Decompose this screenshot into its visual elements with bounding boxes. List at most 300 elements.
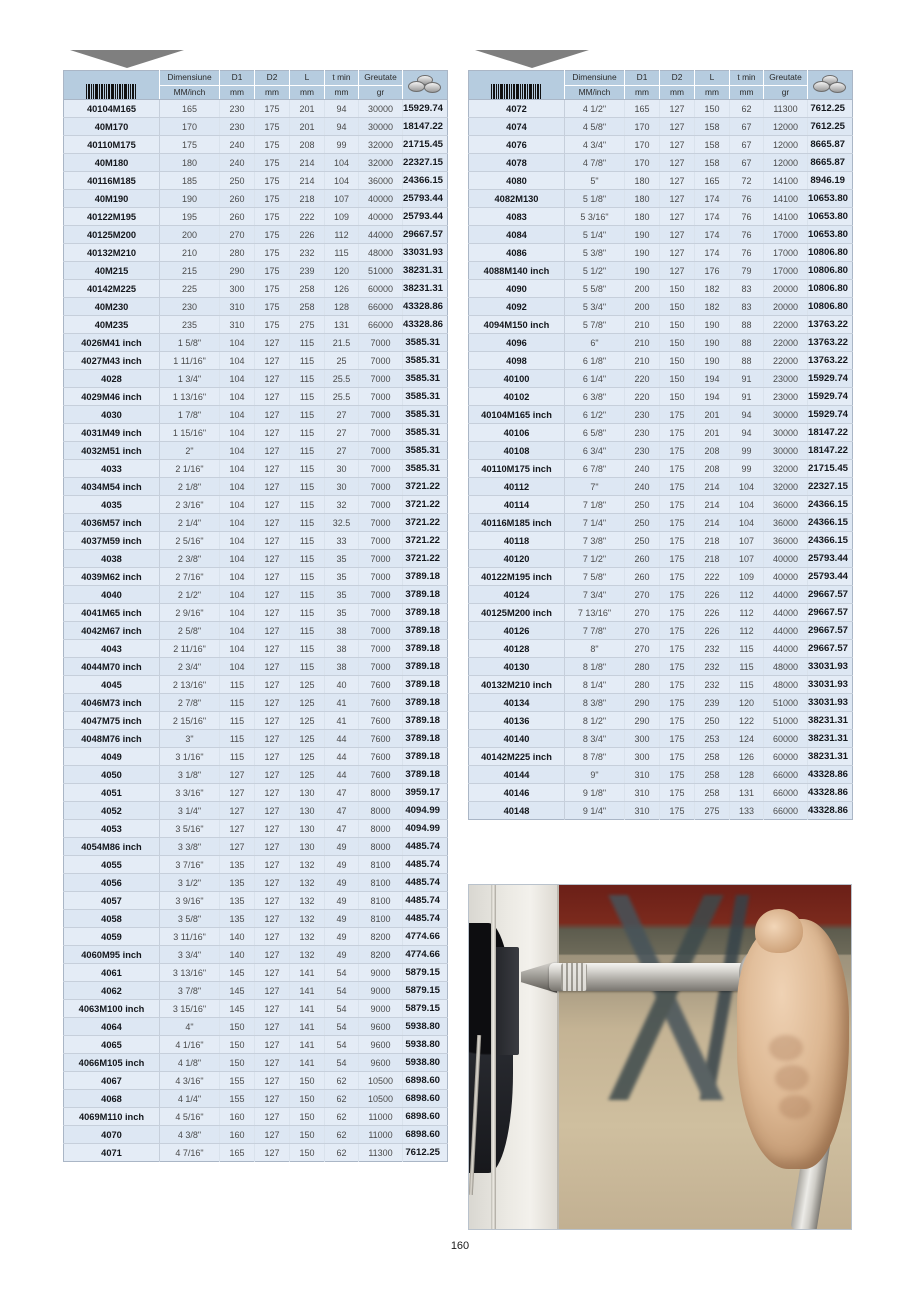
- cell-tmin: 54: [325, 1000, 359, 1018]
- table-row: [64, 982, 448, 1000]
- cell-d1: 270: [625, 622, 660, 640]
- cell-dimensiune: 4 5/16": [160, 1108, 220, 1126]
- cell-code: 4061: [64, 964, 160, 982]
- cell-greutate: 7000: [359, 334, 403, 352]
- cell-l: 253: [695, 730, 730, 748]
- cell-greutate: 7000: [359, 550, 403, 568]
- cell-d1: 127: [220, 802, 255, 820]
- table-row: [469, 352, 853, 370]
- cell-code: 40116M185: [64, 172, 160, 190]
- cell-greutate: 30000: [764, 406, 808, 424]
- cell-code: 4082M130: [469, 190, 565, 208]
- cell-l: 218: [290, 190, 325, 208]
- cell-tmin: 41: [325, 712, 359, 730]
- cell-greutate: 66000: [359, 298, 403, 316]
- cell-l: 258: [290, 298, 325, 316]
- cell-l: 258: [290, 280, 325, 298]
- cell-l: 222: [290, 208, 325, 226]
- cell-d1: 104: [220, 352, 255, 370]
- cell-greutate: 32000: [764, 460, 808, 478]
- cell-tmin: 133: [730, 802, 764, 820]
- cell-l: 115: [290, 622, 325, 640]
- cell-dimensiune: 175: [160, 136, 220, 154]
- cell-dimensiune: 3 5/8": [160, 910, 220, 928]
- cell-price: 29667.57: [403, 226, 448, 244]
- cell-code: 4047M75 inch: [64, 712, 160, 730]
- cell-code: 4051: [64, 784, 160, 802]
- cell-dimensiune: 2 7/16": [160, 568, 220, 586]
- cell-l: 115: [290, 334, 325, 352]
- cell-greutate: 7000: [359, 640, 403, 658]
- cell-dimensiune: 190: [160, 190, 220, 208]
- cell-d2: 127: [255, 568, 290, 586]
- cell-greutate: 8100: [359, 874, 403, 892]
- cell-d2: 127: [255, 1108, 290, 1126]
- cell-d2: 175: [660, 604, 695, 622]
- cell-code: 4031M49 inch: [64, 424, 160, 442]
- cell-dimensiune: 9 1/4": [565, 802, 625, 820]
- cell-d2: 127: [255, 982, 290, 1000]
- cell-d2: 175: [660, 658, 695, 676]
- cell-l: 176: [695, 262, 730, 280]
- cell-greutate: 7600: [359, 766, 403, 784]
- cell-tmin: 35: [325, 604, 359, 622]
- cell-code: 4076: [469, 136, 565, 154]
- cell-price: 3721.22: [403, 478, 448, 496]
- cell-price: 3585.31: [403, 406, 448, 424]
- cell-dimensiune: 3 7/16": [160, 856, 220, 874]
- cell-greutate: 7000: [359, 604, 403, 622]
- cell-d2: 127: [660, 136, 695, 154]
- cell-dimensiune: 2 3/16": [160, 496, 220, 514]
- cell-l: 132: [290, 946, 325, 964]
- cell-code: 4068: [64, 1090, 160, 1108]
- cell-d1: 240: [625, 478, 660, 496]
- cell-price: 38231.31: [808, 730, 853, 748]
- cell-dimensiune: 3 11/16": [160, 928, 220, 946]
- left-spec-table: [63, 70, 448, 1162]
- cell-dimensiune: 2 1/4": [160, 514, 220, 532]
- cell-tmin: 76: [730, 208, 764, 226]
- weights-icon: [808, 71, 853, 100]
- cell-dimensiune: 2 3/4": [160, 658, 220, 676]
- cell-l: 125: [290, 730, 325, 748]
- weight-disc-right: [829, 82, 846, 93]
- cell-code: 4029M46 inch: [64, 388, 160, 406]
- cell-price: 4774.66: [403, 946, 448, 964]
- cell-price: 10806.80: [808, 262, 853, 280]
- cell-greutate: 32000: [764, 478, 808, 496]
- cell-greutate: 30000: [359, 100, 403, 118]
- table-row: [469, 244, 853, 262]
- cell-tmin: 99: [730, 442, 764, 460]
- cell-code: 4060M95 inch: [64, 946, 160, 964]
- col-header-d1: D1: [625, 71, 660, 86]
- cell-price: 15929.74: [808, 388, 853, 406]
- table-row: [64, 928, 448, 946]
- cell-price: 3585.31: [403, 460, 448, 478]
- cell-price: 3721.22: [403, 550, 448, 568]
- cell-l: 132: [290, 928, 325, 946]
- cell-tmin: 27: [325, 406, 359, 424]
- cell-d2: 127: [255, 766, 290, 784]
- cell-dimensiune: 170: [160, 118, 220, 136]
- cell-code: 4098: [469, 352, 565, 370]
- barcode-icon: [64, 71, 160, 100]
- cell-d2: 127: [255, 532, 290, 550]
- cell-d2: 127: [255, 550, 290, 568]
- cell-price: 25793.44: [808, 550, 853, 568]
- cell-dimensiune: 1 7/8": [160, 406, 220, 424]
- cell-d2: 127: [255, 334, 290, 352]
- cell-d2: 127: [660, 190, 695, 208]
- cell-tmin: 104: [325, 172, 359, 190]
- cell-d2: 175: [660, 622, 695, 640]
- cell-l: 208: [695, 460, 730, 478]
- cell-d2: 175: [255, 100, 290, 118]
- cell-greutate: 7600: [359, 676, 403, 694]
- cell-l: 239: [695, 694, 730, 712]
- cell-dimensiune: 4 3/16": [160, 1072, 220, 1090]
- cell-tmin: 32: [325, 496, 359, 514]
- table-row: [469, 460, 853, 478]
- cell-d2: 127: [660, 118, 695, 136]
- cell-price: 4094.99: [403, 820, 448, 838]
- cell-l: 115: [290, 568, 325, 586]
- cell-greutate: 7000: [359, 514, 403, 532]
- cell-tmin: 49: [325, 928, 359, 946]
- cell-d1: 145: [220, 1000, 255, 1018]
- cell-d1: 310: [625, 802, 660, 820]
- cell-d2: 175: [660, 496, 695, 514]
- cell-d1: 104: [220, 442, 255, 460]
- cell-l: 150: [290, 1090, 325, 1108]
- cell-l: 201: [695, 406, 730, 424]
- cell-d2: 150: [660, 370, 695, 388]
- cell-l: 201: [290, 118, 325, 136]
- cell-d2: 175: [660, 406, 695, 424]
- cell-price: 8665.87: [808, 154, 853, 172]
- cell-l: 115: [290, 586, 325, 604]
- cell-l: 214: [695, 514, 730, 532]
- cell-l: 158: [695, 118, 730, 136]
- cell-d1: 155: [220, 1072, 255, 1090]
- cell-greutate: 7000: [359, 370, 403, 388]
- cell-greutate: 17000: [764, 244, 808, 262]
- cell-code: 40M230: [64, 298, 160, 316]
- cell-dimensiune: 7": [565, 478, 625, 496]
- cell-price: 38231.31: [403, 262, 448, 280]
- cell-tmin: 79: [730, 262, 764, 280]
- cell-d1: 145: [220, 982, 255, 1000]
- cell-code: 40110M175: [64, 136, 160, 154]
- cell-d1: 104: [220, 640, 255, 658]
- cell-d1: 150: [220, 1054, 255, 1072]
- cell-d2: 127: [255, 424, 290, 442]
- cell-d2: 175: [255, 208, 290, 226]
- cell-dimensiune: 3 9/16": [160, 892, 220, 910]
- cell-l: 115: [290, 442, 325, 460]
- table-row: [64, 1108, 448, 1126]
- cell-d1: 270: [625, 586, 660, 604]
- col-header-greutate: Greutate: [359, 71, 403, 86]
- cell-price: 3721.22: [403, 514, 448, 532]
- cell-tmin: 120: [730, 694, 764, 712]
- cell-tmin: 49: [325, 856, 359, 874]
- cell-tmin: 27: [325, 442, 359, 460]
- table-row: [64, 622, 448, 640]
- cell-d2: 150: [660, 280, 695, 298]
- cell-greutate: 44000: [764, 622, 808, 640]
- table-row: [64, 298, 448, 316]
- cell-price: 21715.45: [808, 460, 853, 478]
- cell-price: 4094.99: [403, 802, 448, 820]
- cell-greutate: 44000: [359, 226, 403, 244]
- table-row: [64, 856, 448, 874]
- cell-d2: 127: [660, 100, 695, 118]
- col-subheader-l: mm: [695, 85, 730, 100]
- cell-tmin: 67: [730, 154, 764, 172]
- cell-greutate: 7000: [359, 388, 403, 406]
- table-row: [469, 136, 853, 154]
- cell-dimensiune: 3 3/8": [160, 838, 220, 856]
- cell-dimensiune: 9 1/8": [565, 784, 625, 802]
- cell-greutate: 12000: [764, 136, 808, 154]
- cell-l: 115: [290, 370, 325, 388]
- cell-dimensiune: 8 1/8": [565, 658, 625, 676]
- cell-price: 13763.22: [808, 316, 853, 334]
- cell-tmin: 83: [730, 298, 764, 316]
- page-number: 160: [450, 1240, 470, 1252]
- cell-code: 4071: [64, 1144, 160, 1162]
- cell-tmin: 54: [325, 964, 359, 982]
- cell-greutate: 22000: [764, 352, 808, 370]
- cell-l: 141: [290, 1000, 325, 1018]
- cell-tmin: 38: [325, 640, 359, 658]
- cell-d2: 127: [660, 172, 695, 190]
- col-subheader-d2: mm: [660, 85, 695, 100]
- cell-d1: 200: [625, 280, 660, 298]
- cell-price: 15929.74: [808, 370, 853, 388]
- cell-tmin: 72: [730, 172, 764, 190]
- cell-code: 40124: [469, 586, 565, 604]
- cell-d1: 240: [220, 154, 255, 172]
- cell-greutate: 9000: [359, 982, 403, 1000]
- cell-greutate: 8100: [359, 910, 403, 928]
- cell-d1: 270: [625, 604, 660, 622]
- cell-code: 40108: [469, 442, 565, 460]
- cell-price: 29667.57: [808, 604, 853, 622]
- cell-price: 5938.80: [403, 1018, 448, 1036]
- barcode-glyph: [84, 84, 140, 99]
- cell-d2: 127: [255, 1000, 290, 1018]
- cell-l: 150: [290, 1144, 325, 1162]
- cell-d2: 127: [255, 874, 290, 892]
- cell-tmin: 35: [325, 586, 359, 604]
- cell-price: 25793.44: [808, 568, 853, 586]
- cell-code: 40132M210: [64, 244, 160, 262]
- cell-greutate: 22000: [764, 316, 808, 334]
- cell-tmin: 30: [325, 478, 359, 496]
- cell-d2: 175: [255, 244, 290, 262]
- cell-code: 4035: [64, 496, 160, 514]
- cell-l: 150: [290, 1126, 325, 1144]
- cell-price: 3721.22: [403, 496, 448, 514]
- cell-d2: 127: [255, 838, 290, 856]
- cell-d2: 127: [660, 244, 695, 262]
- cell-tmin: 104: [730, 514, 764, 532]
- cell-greutate: 17000: [764, 226, 808, 244]
- cell-d2: 127: [660, 226, 695, 244]
- cell-tmin: 107: [730, 550, 764, 568]
- cell-tmin: 91: [730, 388, 764, 406]
- cell-l: 258: [695, 766, 730, 784]
- cell-tmin: 76: [730, 244, 764, 262]
- cell-price: 3789.18: [403, 730, 448, 748]
- cell-greutate: 48000: [764, 676, 808, 694]
- cell-dimensiune: 4 5/8": [565, 118, 625, 136]
- cell-tmin: 27: [325, 424, 359, 442]
- cell-code: 4053: [64, 820, 160, 838]
- weight-disc-left: [813, 81, 830, 92]
- cell-dimensiune: 4 7/16": [160, 1144, 220, 1162]
- cell-greutate: 60000: [764, 730, 808, 748]
- cell-greutate: 23000: [764, 388, 808, 406]
- cell-d1: 310: [625, 784, 660, 802]
- cell-tmin: 131: [325, 316, 359, 334]
- cell-l: 232: [695, 640, 730, 658]
- cell-dimensiune: 210: [160, 244, 220, 262]
- cell-greutate: 8000: [359, 784, 403, 802]
- cell-price: 24366.15: [808, 514, 853, 532]
- cell-code: 4026M41 inch: [64, 334, 160, 352]
- cell-code: 40125M200: [64, 226, 160, 244]
- cell-d2: 127: [255, 1036, 290, 1054]
- photo-knuckle: [769, 1035, 803, 1061]
- cell-dimensiune: 8 1/2": [565, 712, 625, 730]
- cell-price: 24366.15: [403, 172, 448, 190]
- cell-l: 214: [695, 496, 730, 514]
- cell-greutate: 7600: [359, 694, 403, 712]
- cell-price: 3789.18: [403, 622, 448, 640]
- cell-code: 4037M59 inch: [64, 532, 160, 550]
- cell-greutate: 11300: [764, 100, 808, 118]
- cell-d2: 175: [255, 226, 290, 244]
- cell-dimensiune: 7 13/16": [565, 604, 625, 622]
- table-row: [469, 550, 853, 568]
- cell-dimensiune: 4 1/2": [565, 100, 625, 118]
- cell-dimensiune: 1 15/16": [160, 424, 220, 442]
- col-header-tmin: t min: [325, 71, 359, 86]
- cell-price: 38231.31: [808, 748, 853, 766]
- cell-price: 3585.31: [403, 442, 448, 460]
- cell-dimensiune: 7 1/2": [565, 550, 625, 568]
- cell-dimensiune: 2 11/16": [160, 640, 220, 658]
- cell-l: 194: [695, 370, 730, 388]
- cell-dimensiune: 185: [160, 172, 220, 190]
- cell-price: 4485.74: [403, 856, 448, 874]
- table-row: [64, 1018, 448, 1036]
- cell-d2: 127: [255, 586, 290, 604]
- cell-d2: 127: [255, 694, 290, 712]
- table-row: [64, 316, 448, 334]
- cell-l: 239: [290, 262, 325, 280]
- cell-l: 150: [695, 100, 730, 118]
- cell-price: 7612.25: [808, 100, 853, 118]
- cell-code: 4038: [64, 550, 160, 568]
- weight-disc-left: [408, 81, 425, 92]
- cell-price: 5879.15: [403, 1000, 448, 1018]
- cell-code: 4057: [64, 892, 160, 910]
- table-row: [469, 154, 853, 172]
- cell-dimensiune: 1 13/16": [160, 388, 220, 406]
- cell-d1: 290: [220, 262, 255, 280]
- cell-tmin: 128: [730, 766, 764, 784]
- col-header-dimensiune: Dimensiune: [160, 71, 220, 86]
- cell-d1: 104: [220, 568, 255, 586]
- cell-price: 33031.93: [403, 244, 448, 262]
- cell-d1: 230: [625, 424, 660, 442]
- cell-tmin: 109: [730, 568, 764, 586]
- cell-l: 115: [290, 478, 325, 496]
- cell-code: 4069M110 inch: [64, 1108, 160, 1126]
- table-row: [469, 100, 853, 118]
- cell-tmin: 107: [730, 532, 764, 550]
- table-row: [64, 1054, 448, 1072]
- cell-l: 190: [695, 334, 730, 352]
- cell-dimensiune: 4 1/4": [160, 1090, 220, 1108]
- cell-code: 40M215: [64, 262, 160, 280]
- cell-l: 125: [290, 676, 325, 694]
- cell-code: 40148: [469, 802, 565, 820]
- cell-dimensiune: 3 3/16": [160, 784, 220, 802]
- cell-price: 5938.80: [403, 1054, 448, 1072]
- cell-code: 40144: [469, 766, 565, 784]
- cell-dimensiune: 5 3/16": [565, 208, 625, 226]
- cell-tmin: 33: [325, 532, 359, 550]
- cell-d2: 127: [255, 1090, 290, 1108]
- cell-dimensiune: 3 1/16": [160, 748, 220, 766]
- cell-d1: 145: [220, 964, 255, 982]
- cell-d2: 127: [255, 622, 290, 640]
- cell-l: 174: [695, 190, 730, 208]
- cell-price: 43328.86: [808, 802, 853, 820]
- cell-d2: 150: [660, 352, 695, 370]
- cell-dimensiune: 6 3/4": [565, 442, 625, 460]
- table-row: [64, 460, 448, 478]
- cell-dimensiune: 4 7/8": [565, 154, 625, 172]
- right-table-body: [469, 100, 853, 820]
- cell-dimensiune: 3 7/8": [160, 982, 220, 1000]
- cell-greutate: 7000: [359, 442, 403, 460]
- cell-code: 4080: [469, 172, 565, 190]
- cell-price: 3585.31: [403, 424, 448, 442]
- cell-d2: 150: [660, 388, 695, 406]
- cell-dimensiune: 8 3/4": [565, 730, 625, 748]
- cell-d2: 127: [255, 496, 290, 514]
- cell-code: 40106: [469, 424, 565, 442]
- cell-dimensiune: 4 1/8": [160, 1054, 220, 1072]
- table-row: [64, 334, 448, 352]
- cell-price: 10806.80: [808, 244, 853, 262]
- cell-price: 4485.74: [403, 892, 448, 910]
- cell-l: 141: [290, 1036, 325, 1054]
- cell-dimensiune: 9": [565, 766, 625, 784]
- cell-greutate: 30000: [359, 118, 403, 136]
- product-photo: [468, 884, 852, 1230]
- cell-greutate: 7000: [359, 586, 403, 604]
- cell-code: 4049: [64, 748, 160, 766]
